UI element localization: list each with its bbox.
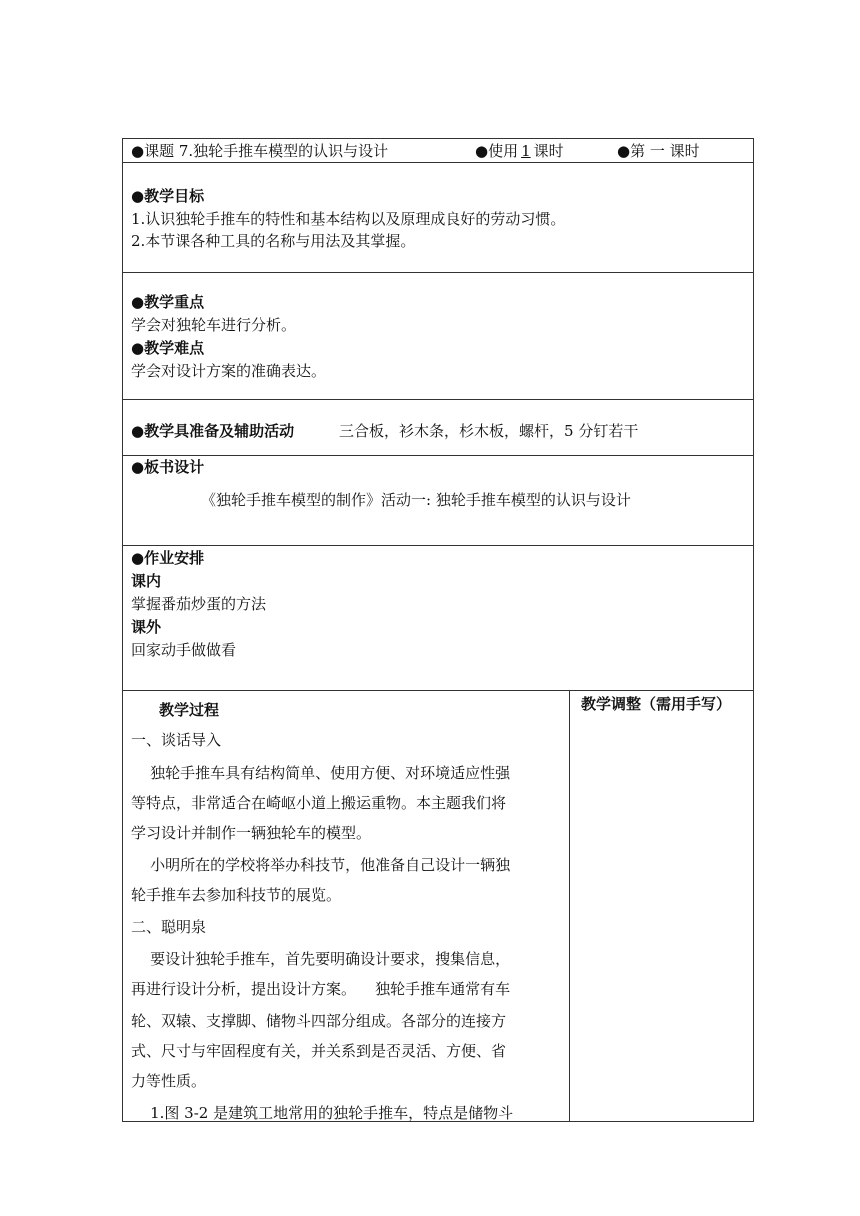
use-count: 1 <box>521 142 531 160</box>
board-text: 《独轮手推车模型的制作》活动一: 独轮手推车模型的认识与设计 <box>201 491 631 509</box>
focus-row <box>123 273 753 400</box>
process-line: 一、谈话导入 <box>131 731 222 749</box>
lesson-number: ●第 一 课时 <box>617 142 700 160</box>
process-line: 等特点，非常适合在崎岖小道上搬运重物。本主题我们将 <box>131 794 507 812</box>
process-row <box>123 691 753 1121</box>
goals-row <box>123 163 753 273</box>
goal-item-1: 1.认识独轮手推车的特性和基本结构以及原理成良好的劳动习惯。 <box>131 210 566 228</box>
process-line: 式、尺寸与牢固程度有关，并关系到是否灵活、方便、省 <box>131 1042 507 1060</box>
materials-row <box>123 400 753 456</box>
column-divider <box>569 691 570 1121</box>
difficulty-title: ●教学难点 <box>131 339 205 357</box>
lesson-plan-table <box>122 138 754 1122</box>
homework-row <box>123 546 753 691</box>
process-line: 再进行设计分析，提出设计方案。 独轮手推车通常有车 <box>131 980 511 998</box>
process-title: 教学过程 <box>159 701 220 719</box>
use-suffix: 课时 <box>533 142 564 160</box>
adjust-title: 教学调整（需用手写） <box>581 695 732 713</box>
difficulty-text: 学会对设计方案的准确表达。 <box>131 362 327 380</box>
process-line: 轮、双辕、支撑脚、储物斗四部分组成。各部分的连接方 <box>131 1012 507 1030</box>
homework-out-text: 回家动手做做看 <box>131 641 237 659</box>
key-point-title: ●教学重点 <box>131 293 205 311</box>
header-row <box>123 139 753 163</box>
use-hours <box>475 140 564 162</box>
board-row <box>123 456 753 546</box>
process-line: 要设计独轮手推车，首先要明确设计要求，搜集信息， <box>131 950 511 968</box>
process-line: 独轮手推车具有结构简单、使用方便、对环境适应性强 <box>131 764 511 782</box>
key-point-text: 学会对独轮车进行分析。 <box>131 316 297 334</box>
materials-title: ●教学具准备及辅助活动 <box>131 422 295 440</box>
homework-in-text: 掌握番茄炒蛋的方法 <box>131 595 267 613</box>
process-line: 学习设计并制作一辆独轮车的模型。 <box>131 824 372 842</box>
homework-title: ●作业安排 <box>131 549 205 567</box>
homework-in-title: 课内 <box>131 572 162 590</box>
goals-title: ●教学目标 <box>131 187 205 205</box>
board-title: ●板书设计 <box>131 458 205 476</box>
process-line: 轮手推车去参加科技节的展览。 <box>131 886 342 904</box>
process-line: 二、聪明泉 <box>131 918 207 936</box>
use-prefix: ●使用 <box>475 142 519 160</box>
materials-text: 三合板，衫木条，杉木板，螺杆，5 分钉若干 <box>339 422 639 440</box>
process-line: 小明所在的学校将举办科技节，他准备自己设计一辆独 <box>131 856 511 874</box>
homework-out-title: 课外 <box>131 618 162 636</box>
topic-title: ●课题 7.独轮手推车模型的认识与设计 <box>131 142 389 160</box>
process-line: 力等性质。 <box>131 1072 207 1090</box>
goal-item-2: 2.本节课各种工具的名称与用法及其掌握。 <box>131 232 416 250</box>
process-line: 1.图 3-2 是建筑工地常用的独轮手推车，特点是储物斗 <box>131 1104 514 1122</box>
